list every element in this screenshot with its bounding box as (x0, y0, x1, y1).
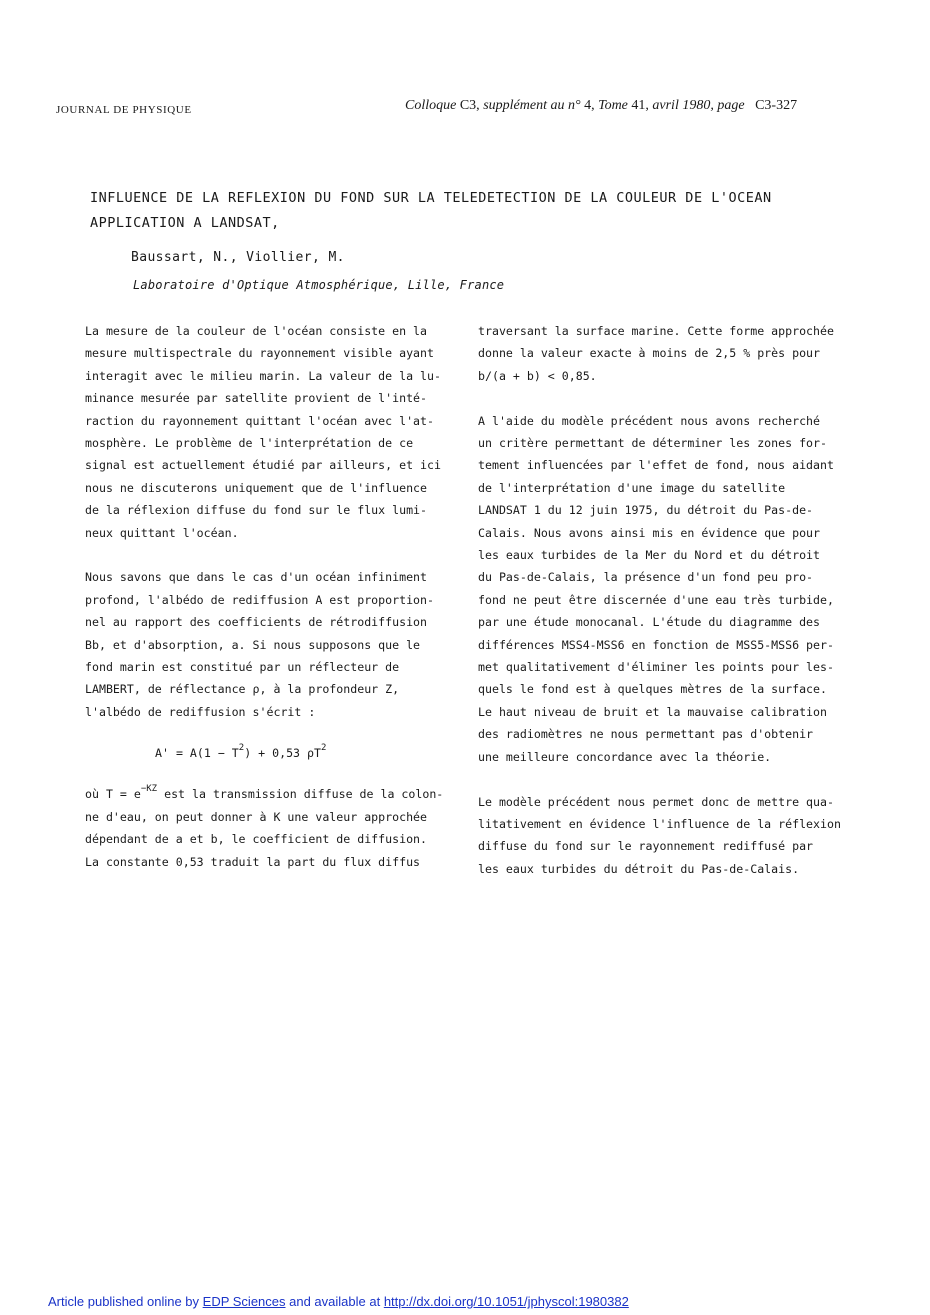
article-title (90, 186, 772, 236)
paragraph (85, 783, 443, 873)
right-column (478, 320, 841, 880)
text-line: litativement en évidence l'influence de la réflexion (478, 816, 841, 831)
left-column (85, 320, 443, 873)
text-line: fond ne peut être discernée d'une eau très turbide, (478, 592, 834, 607)
text-line: les eaux turbides du détroit du Pas-de-Calais. (478, 861, 800, 876)
issue-date: avril 1980, (652, 98, 714, 113)
text-line: minance mesurée par satellite provient de l'inté- (85, 391, 428, 406)
text-line: quels le fond est à quelques mètres de la surface. (478, 682, 828, 697)
text-line: mesure multispectrale du rayonnement visible ayant (85, 346, 435, 361)
formula-exponent: −KZ (140, 784, 158, 795)
paragraph (478, 410, 841, 769)
affiliation: Laboratoire d'Optique Atmosphérique, Lille, France (133, 278, 505, 292)
paragraph (85, 320, 443, 544)
text-line: neux quittant l'océan. (85, 525, 239, 540)
text-line (85, 783, 443, 805)
text-line: de l'interprétation d'une image du satellite (478, 480, 786, 495)
text-line: fond marin est constitué par un réflecteur de (85, 660, 400, 675)
text-line: profond, l'albédo de rediffusion A est proportion- (85, 592, 435, 607)
tome-label: Tome (598, 98, 628, 113)
text-line: La mesure de la couleur de l'océan consiste en la (85, 324, 428, 338)
text-span: est la transmission diffuse de la colon- (157, 787, 444, 802)
text-line: traversant la surface marine. Cette forme approchée (478, 324, 834, 338)
equation-lhs: A' = A(1 − T (155, 746, 239, 761)
publisher-link[interactable]: EDP Sciences (202, 1294, 286, 1309)
text-line: signal est actuellement étudié par ailleurs, et ici (85, 458, 441, 473)
text-line: de la réflexion diffuse du fond sur le flux lumi- (85, 503, 428, 518)
text-line: tement influencées par l'effet de fond, nous aidant (478, 458, 834, 473)
journal-name: JOURNAL DE PHYSIQUE (56, 104, 192, 116)
tome-number: 41, (631, 98, 649, 113)
text-line: diffuse du fond sur le rayonnement rediffusé par (478, 839, 814, 854)
title-line: INFLUENCE DE LA REFLEXION DU FOND SUR LA TELEDETECTION DE LA COULEUR DE L'OCEAN (90, 190, 772, 206)
paragraph (478, 320, 841, 387)
text-line: A l'aide du modèle précédent nous avons recherché (478, 413, 821, 428)
page-label: page (717, 98, 745, 113)
text-line: Bb, et d'absorption, a. Si nous supposons que le (85, 637, 421, 652)
text-line: Le modèle précédent nous permet donc de mettre qua- (478, 794, 834, 809)
supplement-label: supplément au n° (483, 98, 581, 113)
colloque-number: C3, (459, 98, 480, 113)
footer (48, 1294, 629, 1309)
doi-link[interactable]: http://dx.doi.org/10.1051/jphyscol:1980382 (383, 1294, 629, 1309)
title-line: APPLICATION A LANDSAT, (90, 215, 280, 231)
inline-formula: où T = e (85, 787, 141, 802)
footer-middle: and available at (285, 1294, 384, 1309)
paragraph (85, 566, 443, 723)
text-line: met qualitativement d'éliminer les points pour les- (478, 660, 834, 675)
text-line: Le haut niveau de bruit et la mauvaise calibration (478, 704, 828, 719)
footer-prefix: Article published online by (48, 1294, 203, 1309)
text-line: mosphère. Le problème de l'interprétation de ce (85, 436, 414, 451)
text-line: différences MSS4-MSS6 en fonction de MSS5-MSS6 per- (478, 637, 834, 652)
text-line: dépendant de a et b, le coefficient de diffusion. (85, 832, 428, 847)
text-line: donne la valeur exacte à moins de 2,5 % près pour (478, 346, 821, 361)
text-line: raction du rayonnement quittant l'océan avec l'at- (85, 413, 435, 428)
issue-number: 4, (584, 98, 595, 113)
text-line: des radiomètres ne nous permettant pas d'obtenir (478, 727, 814, 742)
text-line: LAMBERT, de réflectance ρ, à la profondeur Z, (85, 682, 400, 697)
issue-info (405, 98, 797, 114)
text-line: LANDSAT 1 du 12 juin 1975, du détroit du Pas-de- (478, 503, 814, 518)
text-line: une meilleure concordance avec la théorie. (478, 749, 772, 764)
page-number: C3-327 (755, 98, 798, 113)
text-line: l'albédo de rediffusion s'écrit : (85, 704, 316, 719)
text-line: Calais. Nous avons ainsi mis en évidence que pour (478, 525, 821, 540)
text-line: du Pas-de-Calais, la présence d'un fond peu pro- (478, 570, 814, 585)
paragraph (478, 791, 841, 881)
text-line: Nous savons que dans le cas d'un océan infiniment (85, 570, 428, 585)
text-line: La constante 0,53 traduit la part du flux diffus (85, 854, 421, 869)
text-line: ne d'eau, on peut donner à K une valeur approchée (85, 809, 428, 824)
text-line: interagit avec le milieu marin. La valeur de la lu- (85, 368, 441, 383)
text-line: les eaux turbides de la Mer du Nord et du détroit (478, 548, 821, 563)
equation-rhs: ) + 0,53 ρT (244, 746, 321, 761)
text-line: nous ne discuterons uniquement que de l'influence (85, 480, 428, 495)
text-line: b/(a + b) < 0,85. (478, 368, 597, 383)
text-line: nel au rapport des coefficients de rétrodiffusion (85, 615, 428, 630)
text-line: par une étude monocanal. L'étude du diagramme des (478, 615, 821, 630)
equation (85, 723, 443, 783)
equation-exponent: 2 (320, 743, 327, 754)
text-line: un critère permettant de déterminer les zones for- (478, 436, 828, 451)
authors: Baussart, N., Viollier, M. (131, 250, 345, 265)
equation-exponent: 2 (238, 743, 245, 754)
colloque-label: Colloque (405, 98, 457, 113)
